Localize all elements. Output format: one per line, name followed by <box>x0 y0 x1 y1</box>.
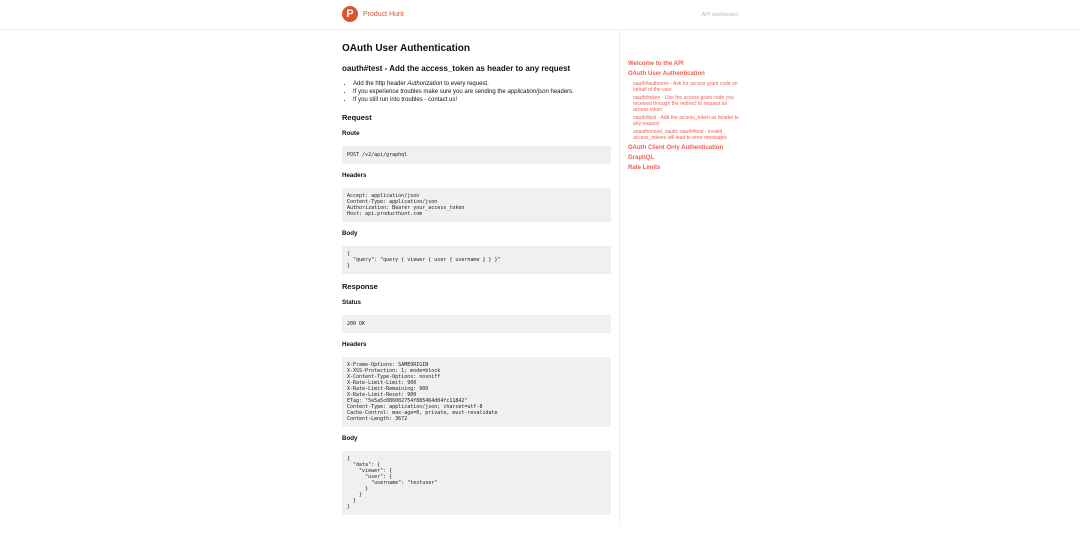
docs-sidebar <box>628 59 740 173</box>
main-content <box>342 43 611 515</box>
page-title: OAuth User Authentication <box>342 43 470 54</box>
sidebar-divider <box>619 30 620 526</box>
sidebar-sublink-oauth-authorize[interactable]: oauth#authorize - Ask for access grant code on behalf of the user <box>633 81 738 93</box>
brand-name: Product Hunt <box>363 10 404 18</box>
request-body-code: { "query": "query { viewer { user { username } } }" } <box>342 246 611 274</box>
instruction-list <box>342 80 611 105</box>
sidebar-sublink-unauthorized-oauth[interactable]: unauthorized_oauth: oauth#test - Invalid access_tokens will lead to error messages <box>633 129 727 141</box>
request-body-label: Body <box>342 229 358 237</box>
request-heading: Request <box>342 112 372 122</box>
sidebar-link-welcome[interactable]: Welcome to the API <box>628 61 684 67</box>
request-route-label: Route <box>342 129 360 137</box>
request-headers-label: Headers <box>342 171 367 179</box>
response-status-label: Status <box>342 298 361 306</box>
request-route-code: POST /v2/api/graphql <box>342 146 611 164</box>
endpoint-subtitle: oauth#test - Add the access_token as header to any request <box>342 64 571 73</box>
response-headers-code: X-Frame-Options: SAMEORIGIN X-XSS-Protection: 1; mode=block X-Content-Type-Options: nosniff X-Rate-Limit-Limit: 900 X-Rate-Limit-Remaining: 900 X-Rate-Limit-Reset: 900 ETag: "5e5a5c086002754f885464d04fc11842" Content-Type: application/json; charset=utf-8 Cache-Control: max-age=0, private, must-revalidate Content-Length: 3672 <box>342 357 611 427</box>
response-body-code: { "data": { "viewer": { "user": { "username": "testuser" } } } } <box>342 451 611 515</box>
sidebar-link-oauth-user[interactable]: OAuth User Authentication <box>628 71 705 77</box>
instruction-item: • Add the http header Authorization to every request. <box>353 80 611 88</box>
sidebar-link-graphql[interactable]: GraphQL <box>628 155 655 161</box>
response-headers-label: Headers <box>342 340 367 348</box>
sidebar-sublink-oauth-token[interactable]: oauth#token - Use the access grant code you received through the redirect to request an access token <box>633 95 734 113</box>
request-headers-code: Accept: application/json Content-Type: application/json Authorization: Bearer your_access_token Host: api.producthunt.com <box>342 188 611 222</box>
sidebar-sublink-oauth-test[interactable]: oauth#test - Add the access_token as header to any request <box>633 115 739 127</box>
top-header <box>0 0 1080 30</box>
product-hunt-logo-icon: P <box>342 6 358 22</box>
product-hunt-logo-link[interactable] <box>342 6 404 22</box>
response-status-code: 200 OK <box>342 315 611 333</box>
sidebar-link-oauth-client[interactable]: OAuth Client Only Authentication <box>628 145 724 151</box>
instruction-item: • If you still run into troubles - contact us! <box>353 96 611 104</box>
response-body-label: Body <box>342 434 358 442</box>
api-dashboard-link[interactable]: API dashboard <box>701 12 738 18</box>
sidebar-link-rate-limits[interactable]: Rate Limits <box>628 165 661 171</box>
response-heading: Response <box>342 281 378 291</box>
instruction-item: • If you experience troubles make sure you are sending the application/json headers. <box>353 88 611 96</box>
